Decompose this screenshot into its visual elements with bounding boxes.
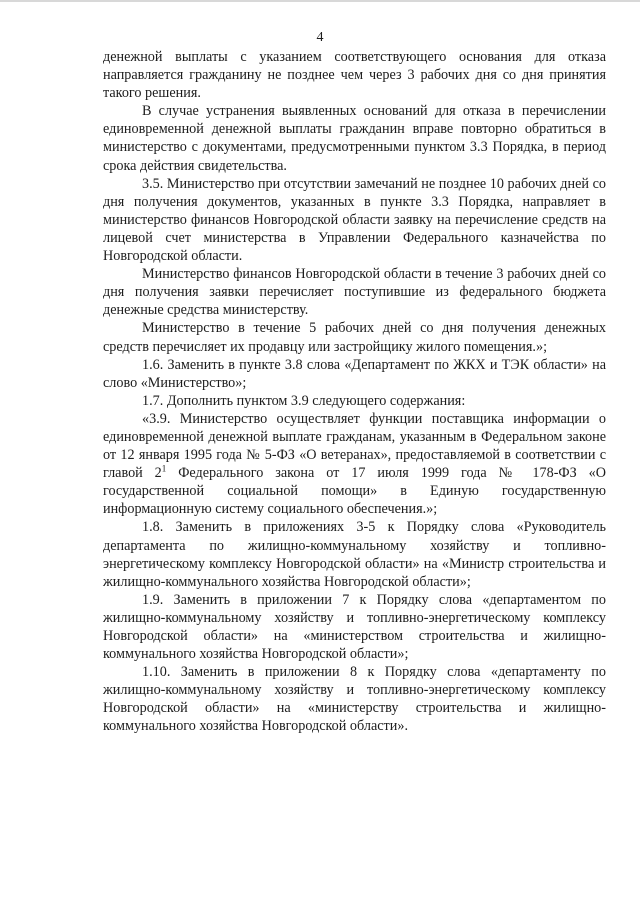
paragraph-ministry-transfer: Министерство в течение 5 рабочих дней со дня получения денежных средств перечисляет их продавцу или застройщику жилого помещения.»;: [103, 320, 606, 355]
paragraph-1-7: 1.7. Дополнить пунктом 3.9 следующего содержания:: [142, 392, 466, 409]
paragraph-refusal-notice: денежной выплаты с указанием соответствующего основания для отказа направляется гражданину не позднее чем через 3 рабочих дня со дня принятия такого решения.: [103, 49, 606, 102]
paragraph-3-9-text-before: «3.9. Министерство осуществляет функции поставщика информации о единовременной денежной выплате гражданам, указанным в Федеральном законе от 12 января 1995 года № 5-ФЗ «О ветеранах», предоставляемой в соответствии с главой 2: [103, 410, 606, 482]
document-body: [103, 48, 606, 736]
chapter-superscript: 1: [161, 463, 167, 474]
page-number: 4: [316, 30, 324, 45]
paragraph-1-6: 1.6. Заменить в пункте 3.8 слова «Департамент по ЖКХ и ТЭК области» на слово «Министерство»;: [103, 356, 606, 391]
paragraph-3-9-text-after: Федерального закона от 17 июля 1999 года № 178-ФЗ «О государственной социальной помощи» в Единую государственную информационную систему социального обеспечения.»;: [103, 465, 606, 518]
scan-edge-line: [0, 0, 640, 2]
paragraph-1-10: 1.10. Заменить в приложении 8 к Порядку слова «департаменту по жилищно-коммунальному хозяйству и топливно-энергетическому комплексу Новгородской области» на «министерству строительства и жилищно-коммунального хозяйства Новгородской области».: [103, 664, 606, 735]
paragraph-3-9: [103, 410, 606, 519]
paragraph-repeat-application: В случае устранения выявленных оснований для отказа в перечислении единовременной денежной выплаты гражданин вправе повторно обратиться в министерство с документами, предусмотренными пунктом 3.3 Порядка, в период срока действия свидетельства.: [103, 103, 606, 174]
paragraph-3-5: 3.5. Министерство при отсутствии замечаний не позднее 10 рабочих дней со дня получения документов, указанных в пункте 3.3 Порядка, направляет в министерство финансов Новгородской области заявку на перечисление средств на лицевой счет министерства в Управлении Федерального казначейства по Новгородской области.: [103, 175, 606, 265]
paragraph-1-9: 1.9. Заменить в приложении 7 к Порядку слова «департаментом по жилищно-коммунальному хозяйству и топливно-энергетическому комплексу Новгородской области» на «министерством строительства и жилищно-коммунального хозяйства Новгородской области»;: [103, 591, 606, 663]
paragraph-1-8: 1.8. Заменить в приложениях 3-5 к Порядку слова «Руководитель департамента по жилищно-коммунальному хозяйству и топливно-энергетическому комплексу Новгородской области» на «Министр строительства и жилищно-коммунального хозяйства Новгородской области»;: [103, 519, 606, 590]
paragraph-finance-ministry: Министерство финансов Новгородской области в течение 3 рабочих дней со дня получения заявки перечисляет поступившие из федерального бюджета денежные средства министерству.: [103, 266, 606, 319]
